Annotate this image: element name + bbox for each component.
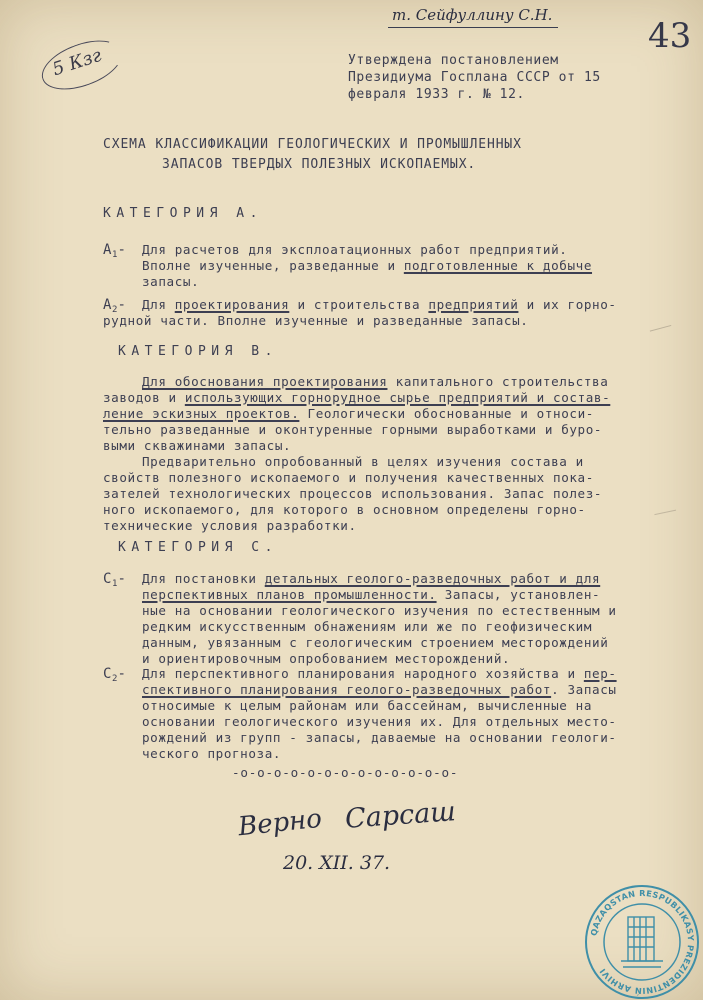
text-line: рудной части. Вполне изученные и разведанные запасы.	[103, 313, 529, 328]
text-line	[142, 571, 677, 587]
text-span: Вполне изученные, разведанные и	[142, 258, 404, 273]
stamp-ring-text: QAZAQSTAN RESPUBLIKASY PREZIDENTINIŃ ARHIVI	[588, 887, 697, 997]
text-span: капитального строительства	[387, 374, 609, 389]
category-c1-label	[103, 571, 126, 592]
text-span: и строительства	[289, 297, 429, 312]
margin-mark-circle	[35, 31, 128, 99]
category-b-paragraph-1	[103, 374, 677, 454]
text-line: относимые к целым районам или бассейнам, вычисленные на	[142, 698, 593, 713]
text-span: Для постановки	[142, 571, 265, 586]
underlined-phrase: проектирования	[174, 297, 290, 312]
text-line: и ориентировочным опробованием месторождений.	[142, 651, 511, 666]
divider-text: -о-о-о-о-о-о-о-о-о-о-о-о-о-	[232, 765, 459, 780]
certification-date	[283, 852, 390, 874]
category-c2-text	[142, 666, 677, 762]
category-c1-text	[142, 571, 677, 667]
category-a1-text	[142, 242, 677, 290]
c1-subscript: 1	[112, 579, 118, 589]
approval-block	[348, 52, 601, 103]
text-line	[142, 666, 677, 682]
category-a-heading	[103, 206, 263, 222]
text-span: . Запасы	[551, 682, 617, 697]
category-c-heading	[118, 540, 278, 556]
text-line: зателей технологических процессов использования. Запас полез-	[103, 486, 603, 501]
text-line: запасы.	[142, 274, 200, 289]
underlined-phrase: предприятий	[428, 297, 519, 312]
category-a1-label	[103, 242, 126, 263]
c1-dash: -	[117, 571, 127, 587]
text-line: выми скважинами запасы.	[103, 438, 292, 453]
stamp-outer-ring	[586, 886, 698, 998]
category-c2-label	[103, 666, 126, 687]
text-line: Для расчетов для эксплоатационных работ предприятий.	[142, 242, 568, 257]
text-line: данным, увязанным с геологическим строением месторождений	[142, 635, 609, 650]
text-line	[142, 682, 677, 698]
category-c-heading-text: КАТЕГОРИЯ С.	[118, 540, 278, 555]
underlined-phrase: Для обоснования проектирования	[142, 374, 388, 389]
signature-text: Сарсаш	[344, 796, 457, 835]
a2-letter: А	[103, 297, 113, 313]
a1-subscript: 1	[112, 250, 118, 260]
text-line: редким искусственным обнажениям или же по геофизическим	[142, 619, 593, 634]
corner-number-text: 43	[648, 16, 692, 56]
title-line-1: СХЕМА КЛАССИФИКАЦИИ ГЕОЛОГИЧЕСКИХ И ПРОМЫШЛЕННЫХ	[103, 137, 522, 152]
handwritten-addressee	[392, 6, 552, 24]
text-line	[142, 374, 677, 390]
category-b-heading	[118, 344, 278, 360]
text-span: и их горно-	[518, 297, 617, 312]
text-span: Для	[142, 297, 175, 312]
text-line	[103, 406, 677, 422]
document-title	[103, 135, 522, 175]
a2-subscript: 2	[112, 305, 118, 315]
addressee-underline	[388, 27, 558, 28]
c2-letter: С	[103, 666, 113, 682]
date-text: 20. XII. 37.	[283, 852, 391, 874]
underlined-phrase: детальных геолого-разведочных работ и для	[264, 571, 601, 586]
text-span: Запасы, установлен-	[436, 587, 601, 602]
a2-dash: -	[117, 297, 127, 313]
approval-line: Утверждена постановлением	[348, 53, 559, 68]
text-line: свойств полезного ископаемого и получения качественных пока-	[103, 470, 594, 485]
text-span: Геологически обоснованные и относи-	[299, 406, 594, 421]
c2-subscript: 2	[112, 674, 118, 684]
text-line	[142, 587, 677, 603]
stamp-inner-ring	[604, 904, 680, 980]
title-line-2: ЗАПАСОВ ТВЕРДЫХ ПОЛЕЗНЫХ ИСКОПАЕМЫХ.	[162, 157, 477, 172]
text-line	[142, 258, 677, 274]
approval-line: февраля 1933 г. № 12.	[348, 87, 525, 102]
underlined-phrase: спективного планирования геолого-разведочных работ	[142, 682, 552, 697]
c2-dash: -	[117, 666, 127, 682]
certification-verno	[237, 804, 324, 843]
text-line: ного ископаемого, для которого в основном определены горно-	[103, 502, 586, 517]
archive-stamp	[583, 883, 701, 1000]
corner-number	[648, 16, 691, 56]
text-span: Для перспективного планирования народного хозяйства и	[142, 666, 584, 681]
underlined-phrase: перспективных планов промышленности.	[142, 587, 437, 602]
divider-line	[232, 765, 458, 781]
underlined-phrase: использующих горнорудное сырье предприятий и состав-	[184, 390, 611, 405]
verno-text: Верно	[236, 803, 324, 843]
category-a2-text	[103, 297, 677, 329]
text-line: тельно разведанные и оконтуренные горными выработками и буро-	[103, 422, 603, 437]
category-b-paragraph-2	[103, 454, 677, 534]
margin-mark-text: 5 Кзг	[49, 44, 105, 81]
a1-dash: -	[117, 242, 127, 258]
addressee-text: т. Сейфуллину С.Н.	[392, 6, 553, 24]
underlined-phrase: пер-	[583, 666, 617, 681]
archive-building-icon	[621, 917, 663, 967]
text-line: основании геологического изучения их. Для отдельных место-	[142, 714, 617, 729]
category-b-heading-text: КАТЕГОРИЯ В.	[118, 344, 278, 359]
text-line: Предварительно опробованный в целях изучения состава и	[142, 454, 584, 469]
text-span: заводов и	[103, 390, 185, 405]
stamp-graphic	[583, 883, 701, 1000]
underlined-phrase: ление эскизных проектов.	[103, 406, 300, 421]
c1-letter: С	[103, 571, 113, 587]
certification-signature	[344, 796, 457, 835]
category-a-heading-text: КАТЕГОРИЯ А.	[103, 206, 263, 221]
text-line: ные на основании геологического изучения по естественным и	[142, 603, 617, 618]
a1-letter: А	[103, 242, 113, 258]
text-line: ческого прогноза.	[142, 746, 282, 761]
text-line	[142, 297, 677, 313]
text-line	[103, 390, 677, 406]
text-line: рождений из групп - запасы, даваемые на основании геологи-	[142, 730, 617, 745]
underlined-phrase: подготовленные к добыче	[403, 258, 593, 273]
approval-line: Президиума Госплана СССР от 15	[348, 70, 601, 85]
text-line: технические условия разработки.	[103, 518, 357, 533]
